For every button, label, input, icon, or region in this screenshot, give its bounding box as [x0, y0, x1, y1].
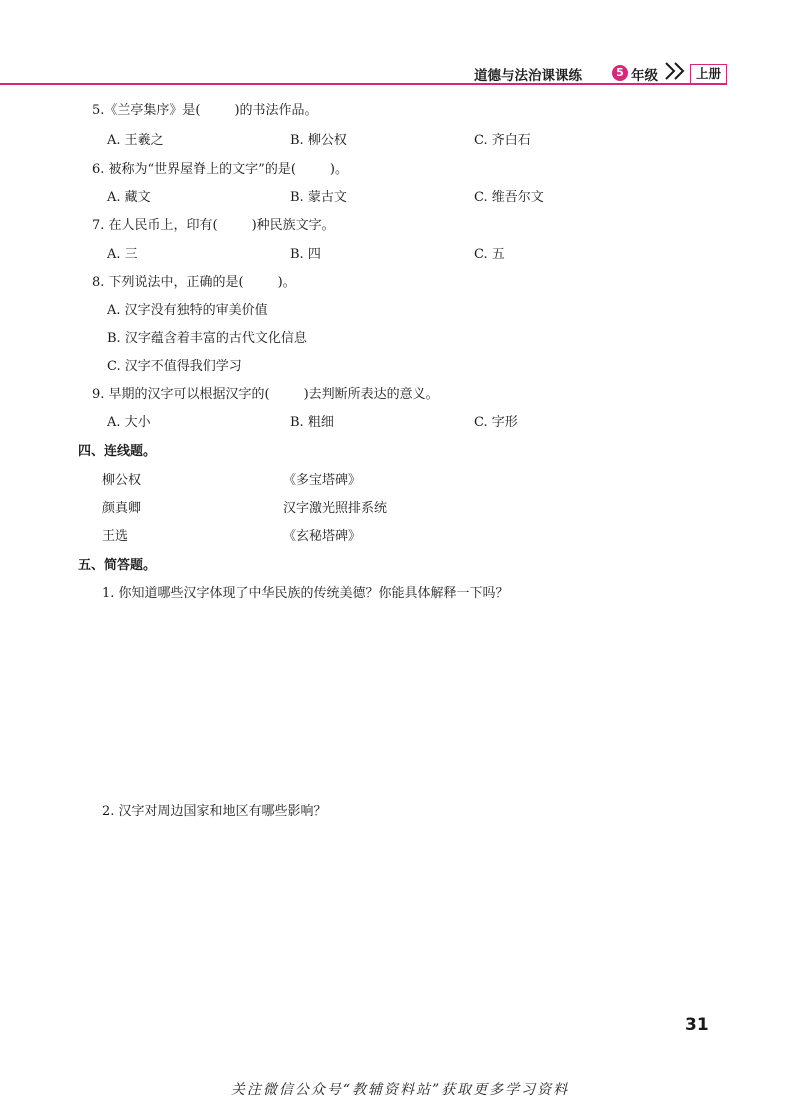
option-c[interactable]: C. 五 [474, 247, 505, 262]
question-stem: 7. 在人民币上，印有( [92, 218, 218, 233]
option-c[interactable]: C. 汉字不值得我们学习 [107, 359, 242, 374]
option-a[interactable]: A. 汉字没有独特的审美价值 [107, 303, 268, 318]
question-6 [92, 161, 348, 179]
question-7 [92, 217, 335, 235]
short-answer-question-1: 1. 你知道哪些汉字体现了中华民族的传统美德？你能具体解释一下吗？ [102, 586, 509, 601]
option-b[interactable]: B. 柳公权 [290, 133, 347, 148]
question-stem: 6. 被称为“世界屋脊上的文字”的是( [92, 162, 296, 177]
question-8 [92, 274, 296, 292]
option-c[interactable]: C. 维吾尔文 [474, 190, 544, 205]
question-stem: 8. 下列说法中，正确的是( [92, 275, 244, 290]
footer-watermark-text: 关注微信公众号“教辅资料站”获取更多学习资料 [230, 1082, 570, 1098]
question-stem: )的书法作品。 [234, 103, 318, 118]
section-heading-short-answer: 五、简答题。 [78, 558, 157, 573]
section-heading-matching: 四、连线题。 [78, 444, 157, 459]
question-stem: )种民族文字。 [251, 218, 335, 233]
option-a[interactable]: A. 藏文 [107, 190, 151, 205]
option-c[interactable]: C. 字形 [474, 415, 518, 430]
option-b[interactable]: B. 汉字蕴含着丰富的古代文化信息 [107, 331, 307, 346]
matching-right-item[interactable]: 汉字激光照排系统 [283, 501, 388, 516]
question-stem: 9. 早期的汉字可以根据汉字的( [92, 387, 270, 402]
option-b[interactable]: B. 蒙古文 [290, 190, 347, 205]
option-a[interactable]: A. 三 [107, 247, 138, 262]
grade-number-badge: 5 [612, 65, 628, 81]
question-stem: )去判断所表达的意义。 [303, 387, 439, 402]
grade-label: 年级 [631, 68, 658, 84]
question-5 [92, 102, 318, 120]
option-a[interactable]: A. 大小 [107, 415, 151, 430]
double-chevron-icon [664, 60, 688, 82]
page-number: 31 [685, 1015, 709, 1035]
question-9 [92, 386, 439, 404]
option-b[interactable]: B. 四 [290, 247, 321, 262]
option-b[interactable]: B. 粗细 [290, 415, 334, 430]
option-a[interactable]: A. 王羲之 [107, 133, 164, 148]
header-rule [0, 83, 727, 85]
matching-left-item[interactable]: 颜真卿 [102, 501, 142, 516]
question-stem: )。 [329, 162, 348, 177]
volume-tag: 上册 [690, 64, 727, 83]
question-stem: )。 [277, 275, 296, 290]
matching-left-item[interactable]: 王选 [102, 529, 129, 544]
matching-right-item[interactable]: 《玄秘塔碑》 [283, 529, 362, 544]
short-answer-question-2: 2. 汉字对周边国家和地区有哪些影响？ [102, 804, 327, 819]
matching-right-item[interactable]: 《多宝塔碑》 [283, 473, 362, 488]
option-c[interactable]: C. 齐白石 [474, 133, 531, 148]
book-title: 道德与法治课课练 [474, 68, 582, 84]
matching-left-item[interactable]: 柳公权 [102, 473, 142, 488]
question-stem: 5.《兰亭集序》是( [92, 103, 201, 118]
